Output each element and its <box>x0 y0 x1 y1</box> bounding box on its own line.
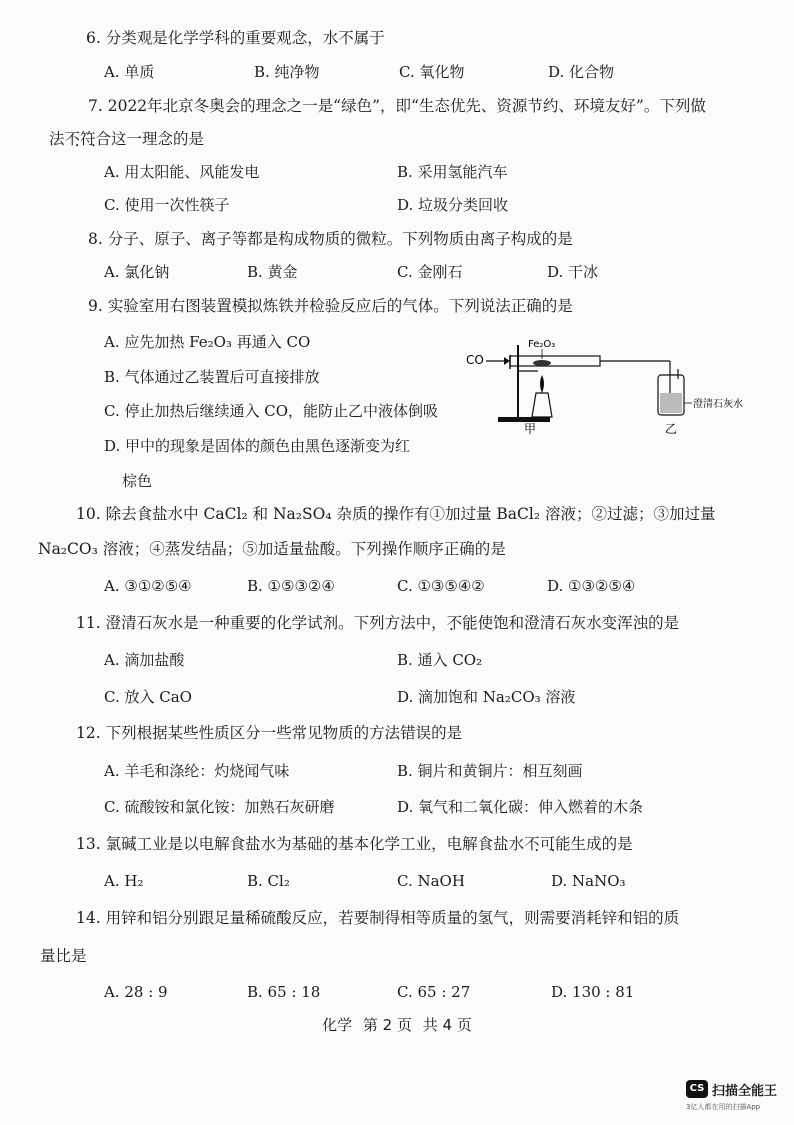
q13-option-a: A. H₂ <box>104 872 144 890</box>
iron-smelting-apparatus-figure <box>462 335 743 436</box>
q7-option-a: A. 用太阳能、风能发电 <box>104 163 260 181</box>
q7-emphasis: 不符合 • • <box>65 128 112 150</box>
q10-option-b: B. ①⑤③②④ <box>247 577 335 595</box>
camscanner-name: 扫描全能王 <box>712 1084 778 1099</box>
q9-option-a: A. 应先加热 Fe₂O₃ 再通入 CO <box>104 333 311 351</box>
q7-stem-line1: 7. 2022年北京冬奥会的理念之一是“绿色”，即“生态优先、资源节约、环境友好”。下列做 <box>88 97 706 115</box>
figure-label-co: CO <box>466 353 484 367</box>
q13-option-c: C. NaOH <box>397 872 465 890</box>
footer-subject: 化学 <box>322 1016 353 1034</box>
q14-stem-line2: 量比是 <box>40 947 87 965</box>
q10-option-d: D. ①③②⑤④ <box>547 577 636 595</box>
q11-option-d: D. 滴加饱和 Na₂CO₃ 溶液 <box>397 688 576 706</box>
q7-option-d: D. 垃圾分类回收 <box>397 196 509 214</box>
figure-label-fe2o3: Fe₂O₃ <box>528 339 556 350</box>
q13-option-d: D. NaNO₃ <box>551 872 626 890</box>
q11-stem <box>76 612 679 634</box>
q11-option-b: B. 通入 CO₂ <box>397 651 483 669</box>
q9-stem: 9. 实验室用右图装置模拟炼铁并检验反应后的气体。下列说法正确的是 <box>88 297 573 315</box>
q9-option-c: C. 停止加热后继续通入 CO，能防止乙中液体倒吸 <box>104 402 439 420</box>
footer-total: 共 4 页 <box>422 1016 472 1034</box>
figure-label-limewater: 澄清石灰水 <box>693 399 743 410</box>
q7-option-b: B. 采用氢能汽车 <box>397 163 508 181</box>
q11-option-c: C. 放入 CaO <box>104 688 192 706</box>
hard-glass-tube <box>510 356 600 366</box>
q10-option-c: C. ①③⑤④② <box>397 577 485 595</box>
q6-stem: 6. 分类观是化学学科的重要观念，水不属于 <box>86 29 385 47</box>
figure-label-yi: 乙 <box>665 422 678 436</box>
arrow-head <box>504 357 510 365</box>
alcohol-lamp <box>532 393 552 417</box>
q13-emphasis: 不可能 • • <box>524 833 571 855</box>
q9-option-d: D. 甲中的现象是固体的颜色由黑色逐渐变为红 <box>104 437 411 455</box>
q7-stem-line2-a: 法 <box>49 130 65 148</box>
lamp-flame <box>540 375 544 393</box>
q9-option-b: B. 气体通过乙装置后可直接排放 <box>104 368 320 386</box>
q14-option-b: B. 65 : 18 <box>247 983 321 1001</box>
fe2o3-sample <box>533 360 551 366</box>
q11-option-a: A. 滴加盐酸 <box>104 651 185 669</box>
q13-stem-c: 生成的是 <box>570 835 633 853</box>
q8-option-b: B. 黄金 <box>247 263 298 281</box>
q12-option-c: C. 硫酸铵和氯化铵：加熟石灰研磨 <box>104 798 335 816</box>
q6-option-b: B. 纯净物 <box>254 63 320 81</box>
q8-option-d: D. 干冰 <box>547 263 599 281</box>
q8-option-c: C. 金刚石 <box>397 263 463 281</box>
q12-option-a: A. 羊毛和涤纶：灼烧闻气味 <box>104 762 290 780</box>
q11-stem-c: 使饱和澄清石灰水变浑浊的是 <box>477 614 680 632</box>
q13-stem <box>76 833 633 855</box>
q8-option-a: A. 氯化钠 <box>104 263 170 281</box>
q10-stem-line2: Na₂CO₃ 溶液；④蒸发结晶；⑤加适量盐酸。下列操作顺序正确的是 <box>38 540 506 558</box>
q14-option-c: C. 65 : 27 <box>397 983 471 1001</box>
figure-label-jia: 甲 <box>524 422 537 436</box>
q11-stem-a: 11. 澄清石灰水是一种重要的化学试剂。下列方法中， <box>76 614 447 632</box>
q8-stem: 8. 分子、原子、离子等都是构成物质的微粒。下列物质由离子构成的是 <box>88 230 573 248</box>
q7-stem-line2-c: 这一理念的是 <box>111 130 205 148</box>
footer-page: 第 2 页 <box>362 1016 412 1034</box>
limewater-liquid <box>660 393 682 413</box>
q6-option-c: C. 氧化物 <box>399 63 465 81</box>
q13-stem-a: 13. 氯碱工业是以电解食盐水为基础的基本化学工业，电解食盐水 <box>76 835 525 853</box>
q7-option-c: C. 使用一次性筷子 <box>104 196 230 214</box>
q7-stem-line2 <box>49 128 204 150</box>
q13-option-b: B. Cl₂ <box>247 872 290 890</box>
q9-option-d-cont: 棕色 <box>122 472 153 490</box>
q10-option-a: A. ③①②⑤④ <box>104 577 192 595</box>
camscanner-tagline: 3亿人都在用的扫描App <box>686 1103 761 1111</box>
q14-option-a: A. 28 : 9 <box>104 983 168 1001</box>
q6-option-a: A. 单质 <box>104 63 155 81</box>
page-footer <box>0 1014 794 1035</box>
camscanner-logo-icon: CS <box>686 1080 708 1098</box>
q14-stem-line1: 14. 用锌和铝分别跟足量稀硫酸反应，若要制得相等质量的氢气，则需要消耗锌和铝的质 <box>76 909 680 927</box>
q6-option-d: D. 化合物 <box>548 63 615 81</box>
q14-option-d: D. 130 : 81 <box>551 983 635 1001</box>
q11-emphasis: 不能 • • <box>447 612 478 634</box>
q10-stem-line1: 10. 除去食盐水中 CaCl₂ 和 Na₂SO₄ 杂质的操作有①加过量 BaCl₂ 溶液；②过滤；③加过量 <box>76 505 716 523</box>
q12-stem: 12. 下列根据某些性质区分一些常见物质的方法错误的是 <box>76 724 463 742</box>
q12-option-d: D. 氧气和二氧化碳：伸入燃着的木条 <box>397 798 644 816</box>
q12-option-b: B. 铜片和黄铜片：相互刻画 <box>397 762 583 780</box>
